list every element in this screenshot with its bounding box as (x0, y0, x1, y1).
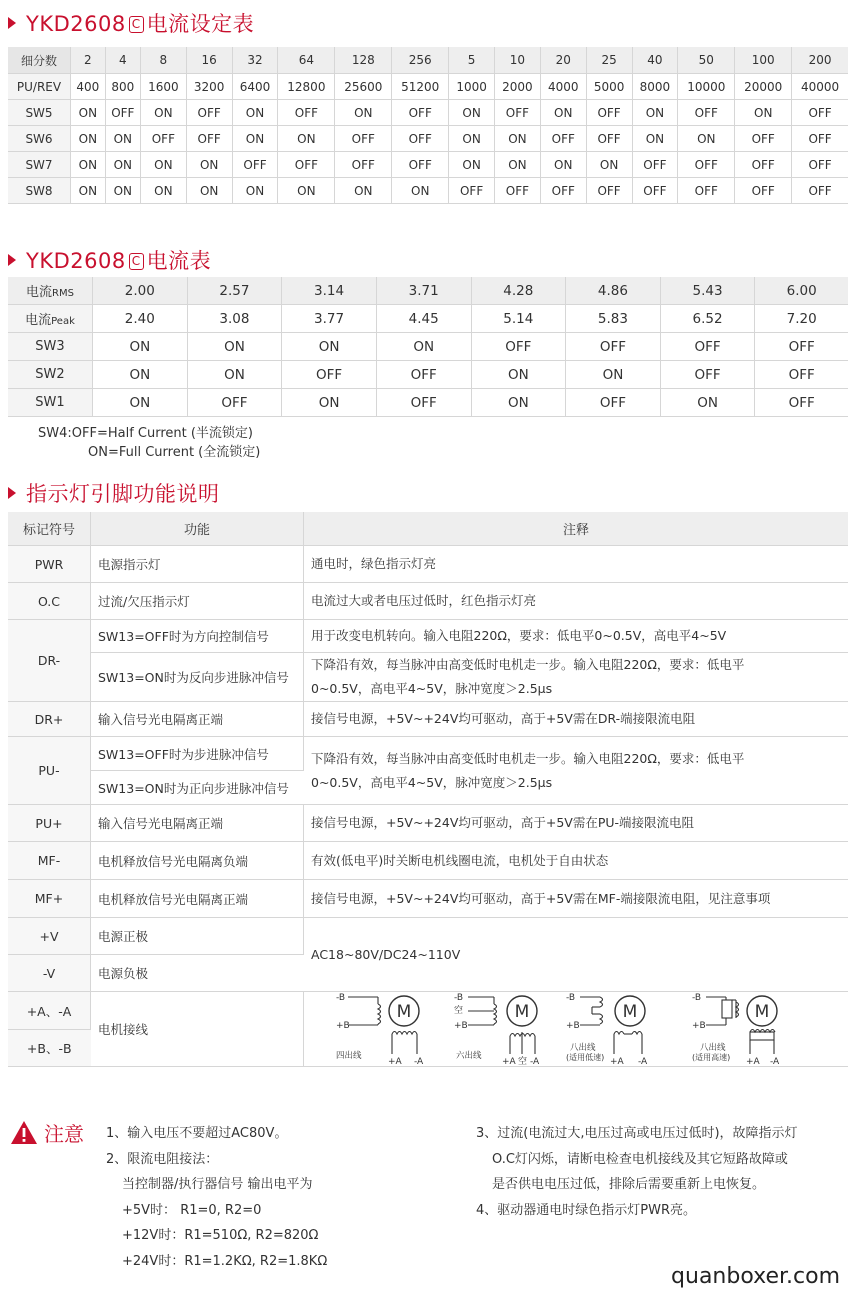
comment-pu-minus (304, 737, 849, 805)
cell-rms: 2.57 (187, 277, 282, 305)
table-row-sw7 (8, 152, 848, 178)
function-motor: 电机接线 (91, 992, 304, 1067)
cell-sw7: OFF (735, 152, 792, 178)
cell-sw2: ON (187, 361, 282, 389)
cell-sw2: OFF (282, 361, 377, 389)
coil-icon (392, 1032, 417, 1035)
symbol-dr-plus: DR+ (8, 702, 91, 737)
function-mf-minus: 电机释放信号光电隔离负端 (91, 842, 304, 880)
table-row-sw2 (8, 361, 848, 389)
cell-sw1: ON (282, 389, 377, 417)
notes-right (476, 1121, 836, 1223)
section2-title-text: 电流表 (146, 249, 212, 273)
pin-label-b-minus: -B (566, 993, 576, 1003)
pin-label-a-plus: +A (610, 1057, 624, 1066)
cell-purev: 4000 (540, 74, 586, 100)
section1-title-model: YKD2608 (26, 12, 126, 36)
cell-sw7: ON (140, 152, 186, 178)
row-label-purev: PU/REV (8, 74, 71, 100)
cell-sw7: ON (495, 152, 541, 178)
cell-purev: 800 (105, 74, 140, 100)
cell-peak: 4.45 (376, 305, 471, 333)
cell-purev: 400 (71, 74, 106, 100)
cell-rms: 4.28 (471, 277, 566, 305)
cell-sw7: OFF (392, 152, 449, 178)
symbol-oc: O.C (8, 583, 91, 620)
cell-purev: 20000 (735, 74, 792, 100)
cell-sw6: ON (495, 126, 541, 152)
table-row (8, 805, 848, 842)
cell-rms: 2.00 (93, 277, 188, 305)
note-3-line2: O.C灯闪烁，请断电检查电机接线及其它短路故障或 (492, 1151, 788, 1167)
cell-sw2: ON (471, 361, 566, 389)
cell-sw8: ON (105, 178, 140, 204)
cell-steps: 20 (540, 47, 586, 74)
cell-sw3: OFF (755, 333, 848, 361)
table-row-peak (8, 305, 848, 333)
pin-label-b-minus: -B (692, 993, 702, 1003)
function-dr-minus-a: SW13=OFF时为方向控制信号 (91, 620, 304, 653)
cell-sw8: ON (140, 178, 186, 204)
warning-icon (10, 1120, 38, 1145)
pin-label-nc: 空 (454, 1006, 464, 1016)
table-row-sw3 (8, 333, 848, 361)
table-row (8, 737, 848, 771)
table-row-sw6 (8, 126, 848, 152)
cell-purev: 8000 (632, 74, 678, 100)
microstep-table (8, 47, 848, 204)
coil-icon (378, 1004, 381, 1024)
cell-sw7: OFF (632, 152, 678, 178)
table-row (8, 653, 848, 702)
cell-purev: 6400 (232, 74, 278, 100)
cell-sw5: ON (449, 100, 495, 126)
wiring-8-lead-high (692, 993, 780, 1066)
triangle-bullet-icon (8, 487, 16, 499)
cell-steps: 256 (392, 47, 449, 74)
note-2-line1: 当控制器/执行器信号 输出电平为 (122, 1177, 313, 1192)
comment-dr-minus-a: 用于改变电机转向。输入电阻220Ω，要求：低电平0~0.5V，高电平4~5V (304, 620, 849, 653)
table-row (8, 620, 848, 653)
cell-steps: 40 (632, 47, 678, 74)
cell-sw7: OFF (792, 152, 848, 178)
cell-peak: 5.83 (566, 305, 661, 333)
table-row-purev (8, 74, 848, 100)
cell-sw1: ON (471, 389, 566, 417)
cell-purev: 2000 (495, 74, 541, 100)
cell-sw1: OFF (755, 389, 848, 417)
cell-sw3: OFF (471, 333, 566, 361)
table-row-sw1 (8, 389, 848, 417)
cell-purev: 1000 (449, 74, 495, 100)
wiring-4-lead (336, 993, 424, 1066)
function-pu-minus-a: SW13=OFF时为步进脉冲信号 (91, 737, 304, 771)
triangle-bullet-icon (8, 254, 16, 266)
header-symbol: 标记符号 (8, 512, 91, 546)
cell-sw5: ON (71, 100, 106, 126)
cell-sw6: ON (678, 126, 735, 152)
sw4-note (38, 424, 260, 462)
cell-sw6: OFF (186, 126, 232, 152)
pin-label-a-minus: -A (414, 1057, 424, 1066)
coil-icon (600, 997, 603, 1007)
cell-sw7: ON (105, 152, 140, 178)
cell-sw1: OFF (376, 389, 471, 417)
symbol-mf-plus: MF+ (8, 880, 91, 918)
row-label-main: 电流 (25, 313, 52, 328)
notes-label: 注意 (44, 1122, 84, 1146)
pin-label-a-plus: +A (502, 1057, 516, 1066)
comment-mf-plus: 接信号电源，+5V~+24V均可驱动，高于+5V需在MF-端接限流电阻，见注意事项 (304, 880, 849, 918)
symbol-a: +A、-A (8, 992, 91, 1030)
pin-label-a-plus: +A (746, 1057, 760, 1066)
cell-sw5: OFF (678, 100, 735, 126)
header-comment: 注释 (304, 512, 849, 546)
table-header-row (8, 512, 848, 546)
cell-peak: 2.40 (93, 305, 188, 333)
cell-sw8: OFF (586, 178, 632, 204)
cell-sw1: OFF (566, 389, 661, 417)
note-3-line3: 是否供电电压过低，排除后需要重新上电恢复。 (492, 1177, 766, 1192)
row-label-sw7: SW7 (8, 152, 71, 178)
cell-purev: 1600 (140, 74, 186, 100)
cell-sw6: ON (232, 126, 278, 152)
motor-letter: M (754, 1002, 770, 1022)
function-pu-minus-b: SW13=ON时为正向步进脉冲信号 (91, 771, 304, 805)
row-label-steps: 细分数 (8, 47, 71, 74)
table-row (8, 880, 848, 918)
cell-sw6: OFF (540, 126, 586, 152)
cell-peak: 5.14 (471, 305, 566, 333)
motor-letter: M (622, 1002, 638, 1022)
cell-steps: 200 (792, 47, 848, 74)
cell-sw5: OFF (586, 100, 632, 126)
wiring-caption-8-high-1: 八出线 (700, 1043, 726, 1053)
cell-steps: 64 (278, 47, 335, 74)
cell-sw3: ON (282, 333, 377, 361)
table-row (8, 702, 848, 737)
wiring-caption-8-low-1: 八出线 (570, 1043, 596, 1053)
symbol-b: +B、-B (8, 1030, 91, 1067)
comment-mf-minus: 有效(低电平)时关断电机线圈电流，电机处于自由状态 (304, 842, 849, 880)
symbol-v-minus: -V (8, 955, 91, 992)
row-label-sw8: SW8 (8, 178, 71, 204)
cell-steps: 4 (105, 47, 140, 74)
cell-sw8: OFF (632, 178, 678, 204)
note-4: 4、驱动器通电时绿色指示灯PWR亮。 (476, 1202, 696, 1218)
wiring-caption-4: 四出线 (336, 1051, 362, 1061)
table-row (8, 546, 848, 583)
cell-sw3: ON (187, 333, 282, 361)
table-row-steps (8, 47, 848, 74)
row-label-sw2: SW2 (8, 361, 93, 389)
cell-sw5: ON (735, 100, 792, 126)
cell-sw8: OFF (792, 178, 848, 204)
triangle-bullet-icon (8, 17, 16, 29)
cell-sw7: ON (71, 152, 106, 178)
cell-sw6: ON (105, 126, 140, 152)
section1-title (8, 8, 254, 38)
cell-peak: 7.20 (755, 305, 848, 333)
cell-sw6: ON (449, 126, 495, 152)
section2-title-model: YKD2608 (26, 249, 126, 273)
cell-steps: 2 (71, 47, 106, 74)
cell-sw1: OFF (187, 389, 282, 417)
cell-sw6: OFF (140, 126, 186, 152)
cell-sw6: ON (632, 126, 678, 152)
cell-peak: 3.77 (282, 305, 377, 333)
cell-sw5: ON (335, 100, 392, 126)
comment-pu-plus: 接信号电源，+5V~+24V均可驱动，高于+5V需在PU-端接限流电阻 (304, 805, 849, 842)
wiring-8-lead-low (566, 993, 648, 1066)
cell-rms: 5.43 (660, 277, 755, 305)
row-label-rms (8, 277, 93, 305)
cell-steps: 8 (140, 47, 186, 74)
pin-label-b-minus: -B (336, 993, 346, 1003)
pin-function-table (8, 512, 848, 1067)
cell-steps: 100 (735, 47, 792, 74)
cell-sw6: OFF (792, 126, 848, 152)
pin-label-b-plus: +B (566, 1021, 580, 1031)
cell-sw5: OFF (792, 100, 848, 126)
cell-sw1: ON (93, 389, 188, 417)
table-row (8, 918, 848, 955)
cell-sw1: ON (660, 389, 755, 417)
section2-title (8, 245, 211, 275)
table-row (8, 842, 848, 880)
cell-purev: 51200 (392, 74, 449, 100)
cell-purev: 40000 (792, 74, 848, 100)
row-label-sw3: SW3 (8, 333, 93, 361)
cell-sw3: ON (376, 333, 471, 361)
comment-pwr: 通电时，绿色指示灯亮 (304, 546, 849, 583)
cell-rms: 3.71 (376, 277, 471, 305)
coil-icon (614, 1032, 624, 1035)
section3-title (8, 478, 220, 508)
pin-label-a-minus: -A (530, 1057, 540, 1066)
cell-rms: 6.00 (755, 277, 848, 305)
row-label-peak (8, 305, 93, 333)
function-dr-minus-b: SW13=ON时为反向步进脉冲信号 (91, 653, 304, 702)
cell-steps: 32 (232, 47, 278, 74)
pin-label-nc: 空 (518, 1057, 528, 1066)
comment-pu-minus-line1: 下降沿有效，每当脉冲由高变低时电机走一步。输入电阻220Ω，要求：低电平 (311, 750, 745, 766)
cell-steps: 128 (335, 47, 392, 74)
comment-power: AC18~80V/DC24~110V (304, 918, 849, 992)
cell-sw6: OFF (586, 126, 632, 152)
table-row-sw8 (8, 178, 848, 204)
cell-sw5: ON (140, 100, 186, 126)
cell-sw7: OFF (335, 152, 392, 178)
row-label-sw1: SW1 (8, 389, 93, 417)
function-pwr: 电源指示灯 (91, 546, 304, 583)
note-2-line2: +5V时： R1=0, R2=0 (122, 1202, 262, 1218)
cell-sw5: ON (632, 100, 678, 126)
cell-purev: 25600 (335, 74, 392, 100)
pin-label-b-minus: -B (454, 993, 464, 1003)
wiring-caption-6: 六出线 (456, 1051, 482, 1061)
cell-sw8: ON (71, 178, 106, 204)
pin-label-b-plus: +B (454, 1021, 468, 1031)
pin-label-b-plus: +B (336, 1021, 350, 1031)
cell-sw7: OFF (232, 152, 278, 178)
cell-sw5: OFF (186, 100, 232, 126)
cell-purev: 10000 (678, 74, 735, 100)
cell-sw2: OFF (376, 361, 471, 389)
row-label-sub: Peak (51, 316, 75, 327)
note-2-line4: +24V时：R1=1.2KΩ, R2=1.8KΩ (122, 1253, 328, 1269)
warning-label (10, 1118, 84, 1147)
cell-sw8: ON (186, 178, 232, 204)
pin-label-a-plus: +A (388, 1057, 402, 1066)
cell-sw5: OFF (392, 100, 449, 126)
cell-sw5: OFF (278, 100, 335, 126)
table-row-rms (8, 277, 848, 305)
pin-label-a-minus: -A (770, 1057, 780, 1066)
cell-rms: 3.14 (282, 277, 377, 305)
cell-purev: 5000 (586, 74, 632, 100)
pin-label-a-minus: -A (638, 1057, 648, 1066)
cell-peak: 3.08 (187, 305, 282, 333)
function-dr-plus: 输入信号光电隔离正端 (91, 702, 304, 737)
motor-letter: M (396, 1002, 412, 1022)
coil-icon (632, 1032, 642, 1035)
coil-icon (600, 1014, 603, 1024)
note-2: 2、限流电阻接法： (106, 1151, 219, 1167)
cell-sw7: ON (540, 152, 586, 178)
pin-label-b-plus: +B (692, 1021, 706, 1031)
cell-sw8: OFF (735, 178, 792, 204)
cell-sw8: OFF (495, 178, 541, 204)
cell-purev: 3200 (186, 74, 232, 100)
wiring-diagram-cell (304, 992, 849, 1067)
cell-sw7: OFF (278, 152, 335, 178)
header-function: 功能 (91, 512, 304, 546)
sw4-note-line2: ON=Full Current (全流锁定) (88, 445, 261, 460)
ce-mark-icon: C (129, 16, 144, 33)
row-label-sw5: SW5 (8, 100, 71, 126)
cell-sw6: OFF (335, 126, 392, 152)
note-3-line1: 3、过流(电流过大,电压过高或电压过低时)，故障指示灯 (476, 1126, 798, 1141)
function-pu-plus: 输入信号光电隔离正端 (91, 805, 304, 842)
watermark: quanboxer.com (671, 1264, 840, 1289)
cell-sw2: OFF (660, 361, 755, 389)
cell-sw7: ON (449, 152, 495, 178)
row-label-sw6: SW6 (8, 126, 71, 152)
cell-sw8: OFF (540, 178, 586, 204)
table-row-sw5 (8, 100, 848, 126)
function-v-minus: 电源负极 (91, 955, 304, 992)
cell-steps: 5 (449, 47, 495, 74)
cell-steps: 50 (678, 47, 735, 74)
cell-sw5: OFF (495, 100, 541, 126)
wiring-diagram (304, 992, 840, 1066)
cell-sw2: ON (93, 361, 188, 389)
cell-sw5: ON (232, 100, 278, 126)
cell-sw8: ON (232, 178, 278, 204)
cell-sw8: ON (392, 178, 449, 204)
comment-dr-minus-b-line1: 下降沿有效，每当脉冲由高变低时电机走一步。输入电阻220Ω，要求：低电平 (311, 657, 745, 672)
wiring-caption-8-high-2: (适用高速) (692, 1053, 731, 1062)
cell-sw6: ON (71, 126, 106, 152)
cell-steps: 16 (186, 47, 232, 74)
cell-sw5: OFF (105, 100, 140, 126)
cell-purev: 12800 (278, 74, 335, 100)
comment-oc: 电流过大或者电压过低时，红色指示灯亮 (304, 583, 849, 620)
motor-letter: M (514, 1002, 530, 1022)
cell-sw2: OFF (755, 361, 848, 389)
cell-sw8: OFF (449, 178, 495, 204)
table-row (8, 583, 848, 620)
comment-pu-minus-line2: 0~0.5V，高电平4~5V，脉冲宽度＞2.5μs (311, 774, 553, 790)
wiring-caption-8-low-2: (适用低速) (566, 1053, 605, 1062)
coil-icon (750, 1032, 774, 1040)
symbol-mf-minus: MF- (8, 842, 91, 880)
notes-left (106, 1121, 327, 1274)
symbol-pu-plus: PU+ (8, 805, 91, 842)
note-1: 1、输入电压不要超过AC80V。 (106, 1126, 288, 1141)
cell-sw8: ON (335, 178, 392, 204)
section1-title-text: 电流设定表 (146, 12, 255, 36)
comment-dr-plus: 接信号电源，+5V~+24V均可驱动，高于+5V需在DR-端接限流电阻 (304, 702, 849, 737)
cell-sw6: OFF (392, 126, 449, 152)
comment-dr-minus-b-line2: 0~0.5V，高电平4~5V，脉冲宽度＞2.5μs (311, 681, 553, 696)
function-v-plus: 电源正极 (91, 918, 304, 955)
function-mf-plus: 电机释放信号光电隔离正端 (91, 880, 304, 918)
table-row (8, 992, 848, 1030)
coil-icon (494, 1004, 497, 1024)
row-label-sub: RMS (52, 288, 74, 299)
cell-steps: 10 (495, 47, 541, 74)
cell-sw6: ON (278, 126, 335, 152)
cell-sw7: ON (186, 152, 232, 178)
cell-rms: 4.86 (566, 277, 661, 305)
cell-steps: 25 (586, 47, 632, 74)
comment-dr-minus-b (304, 653, 849, 702)
cell-sw3: OFF (660, 333, 755, 361)
symbol-pwr: PWR (8, 546, 91, 583)
ce-mark-icon: C (129, 253, 144, 270)
cell-sw3: OFF (566, 333, 661, 361)
cell-sw2: ON (566, 361, 661, 389)
cell-sw8: OFF (678, 178, 735, 204)
cell-sw3: ON (93, 333, 188, 361)
function-oc: 过流/欠压指示灯 (91, 583, 304, 620)
current-table (8, 277, 848, 417)
symbol-dr-minus: DR- (8, 620, 91, 702)
symbol-pu-minus: PU- (8, 737, 91, 805)
symbol-v-plus: +V (8, 918, 91, 955)
cell-sw7: ON (586, 152, 632, 178)
note-2-line3: +12V时：R1=510Ω, R2=820Ω (122, 1228, 319, 1243)
row-label-main: 电流 (26, 285, 53, 300)
section3-title-text: 指示灯引脚功能说明 (26, 482, 220, 506)
cell-peak: 6.52 (660, 305, 755, 333)
coil-icon (722, 1000, 732, 1018)
cell-sw5: ON (540, 100, 586, 126)
cell-sw6: OFF (735, 126, 792, 152)
sw4-note-line1: SW4:OFF=Half Current (半流锁定) (38, 426, 254, 441)
wiring-6-lead (454, 993, 540, 1066)
cell-sw8: ON (278, 178, 335, 204)
cell-sw7: OFF (678, 152, 735, 178)
